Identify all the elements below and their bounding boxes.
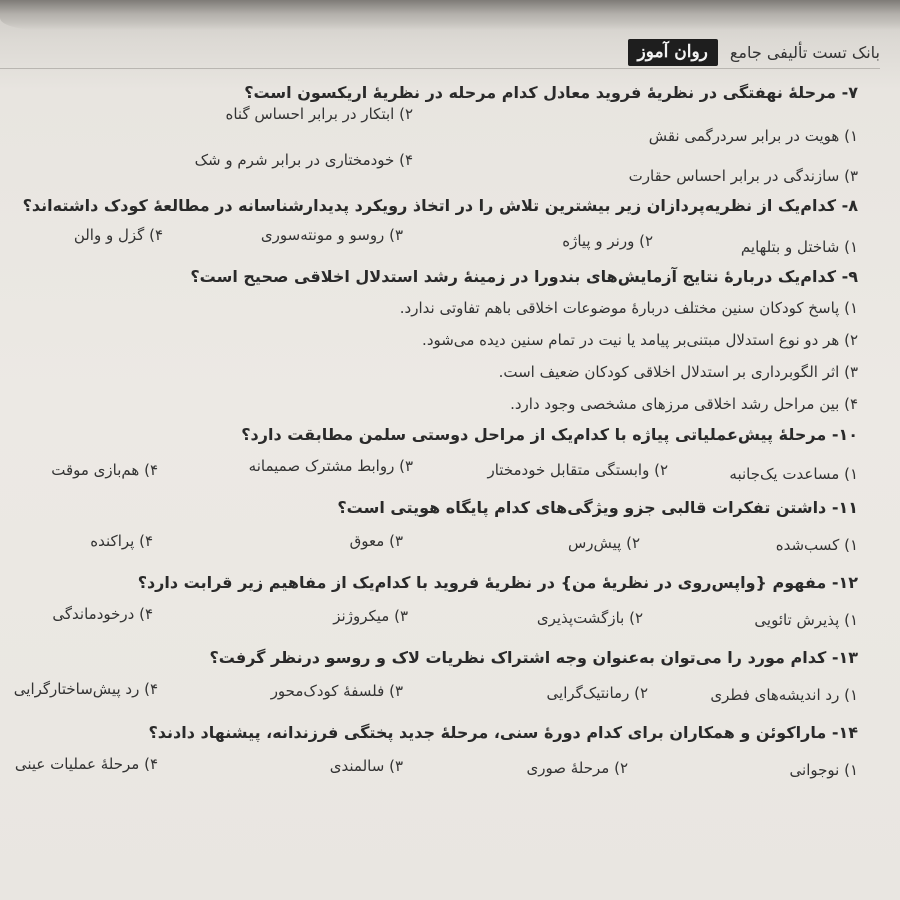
question-options: [8, 676, 858, 722]
option-3: ۳) فلسفهٔ کودک‌محور: [270, 682, 403, 700]
option-4: ۴) خودمختاری در برابر شرم و شک: [194, 151, 413, 169]
question-options: [8, 451, 858, 497]
option-1: ۱) شاختل و بتلهایم: [740, 238, 858, 256]
question-stem: ۱۲- مفهوم {واپس‌روی در نظریهٔ من} در نظریهٔ فروید با کدام‌یک از مفاهیم زیر قرابت دارد؟: [137, 573, 858, 592]
question-7: [8, 82, 858, 195]
option-2: ۲) ورنر و پیاژه: [562, 232, 653, 250]
option-4: ۴) درخودماندگی: [52, 605, 153, 623]
option-3: ۳) روابط مشترک صمیمانه: [248, 457, 413, 475]
question-list: [8, 82, 858, 791]
option-2: ۲) مرحلهٔ صوری: [526, 759, 628, 777]
question-stem: ۱۰- مرحلهٔ پیش‌عملیاتی پیاژه با کدام‌یک از مراحل دوستی سلمن مطابقت دارد؟: [241, 425, 858, 444]
option-2: ۲) بازگشت‌پذیری: [536, 609, 643, 627]
option-3: ۳) سازندگی در برابر احساس حقارت: [628, 167, 858, 185]
header-divider: [0, 68, 880, 69]
question-stem: ۱۴- ماراکوئن و همکاران برای کدام دورهٔ سنی، مرحلهٔ جدید پختگی فرزندانه، پیشنهاد دادند؟: [148, 723, 858, 742]
book-title: بانک تست تألیفی جامع: [729, 42, 880, 62]
option-1: ۱) هویت در برابر سردرگمی نقش: [648, 127, 858, 145]
option-1: ۱) کسب‌شده: [775, 536, 858, 554]
option-1: ۱) پذیرش تائویی: [754, 611, 858, 629]
question-options: [8, 226, 858, 266]
question-stem: ۹- کدام‌یک دربارهٔ نتایج آزمایش‌های بندورا در زمینهٔ رشد استدلال اخلاقی صحیح است؟: [190, 267, 858, 286]
question-options: [8, 105, 858, 195]
question-14: [8, 722, 858, 791]
option-4: ۴) هم‌بازی موقت: [51, 461, 158, 479]
option-4: ۴) رد پیش‌ساختارگرایی: [13, 680, 158, 698]
option-2: ۲) رمانتیک‌گرایی: [546, 684, 648, 702]
option-2: ۲) هر دو نوع استدلال مبتنی‌بر پیامد یا نیت در تمام سنین دیده می‌شود.: [422, 331, 858, 349]
option-1: ۱) رد اندیشه‌های فطری: [710, 686, 858, 704]
question-12: [8, 572, 858, 647]
question-options: [8, 751, 858, 791]
option-3: ۳) روسو و مونته‌سوری: [260, 226, 403, 244]
option-1: ۱) مساعدت یک‌جانبه: [729, 465, 858, 483]
question-stem: ۱۱- داشتن تفکرات قالبی جزو ویژگی‌های کدام پایگاه هویتی است؟: [337, 498, 858, 517]
question-stem: ۷- مرحلهٔ نهفتگی در نظریهٔ فروید معادل کدام مرحله در نظریهٔ اریکسون است؟: [244, 83, 858, 102]
question-options: [8, 526, 858, 572]
question-8: [8, 195, 858, 266]
question-13: [8, 647, 858, 722]
option-3: ۳) سالمندی: [329, 757, 403, 775]
question-options: [8, 601, 858, 647]
question-stem: ۸- کدام‌یک از نظریه‌پردازان زیر بیشترین تلاش را در اتخاذ رویکرد پدیدارشناسانه در مطالعهٔ کودک داشته‌اند؟: [22, 196, 858, 215]
option-1: ۱) پاسخ کودکان سنین مختلف دربارهٔ موضوعات اخلاقی باهم تفاوتی ندارد.: [399, 299, 858, 317]
option-4: ۴) بین مراحل رشد اخلاقی مرزهای مشخصی وجود دارد.: [510, 395, 858, 413]
question-stem: ۱۳- کدام مورد را می‌توان به‌عنوان وجه اشتراک نظریات لاک و روسو درنظر گرفت؟: [209, 648, 858, 667]
option-3: ۳) معوق: [349, 532, 403, 550]
option-3: ۳) میکروژنز: [333, 607, 408, 625]
option-2: ۲) ابتکار در برابر احساس گناه: [225, 105, 413, 123]
question-9: [8, 266, 858, 414]
question-10: [8, 424, 858, 497]
option-2: ۲) وابستگی متقابل خودمختار: [487, 461, 668, 479]
publisher-logo: روان آموز: [628, 39, 718, 66]
option-4: ۴) گزل و والن: [73, 226, 163, 244]
page-header: [628, 36, 880, 68]
option-1: ۱) نوجوانی: [789, 761, 858, 779]
option-4: ۴) مرحلهٔ عملیات عینی: [14, 755, 158, 773]
option-2: ۲) پیش‌رس: [567, 534, 640, 552]
option-4: ۴) پراکنده: [90, 532, 153, 550]
page-curl-shadow: [0, 0, 900, 30]
question-11: [8, 497, 858, 572]
option-3: ۳) اثر الگوبرداری بر استدلال اخلاقی کودکان ضعیف است.: [498, 363, 858, 381]
